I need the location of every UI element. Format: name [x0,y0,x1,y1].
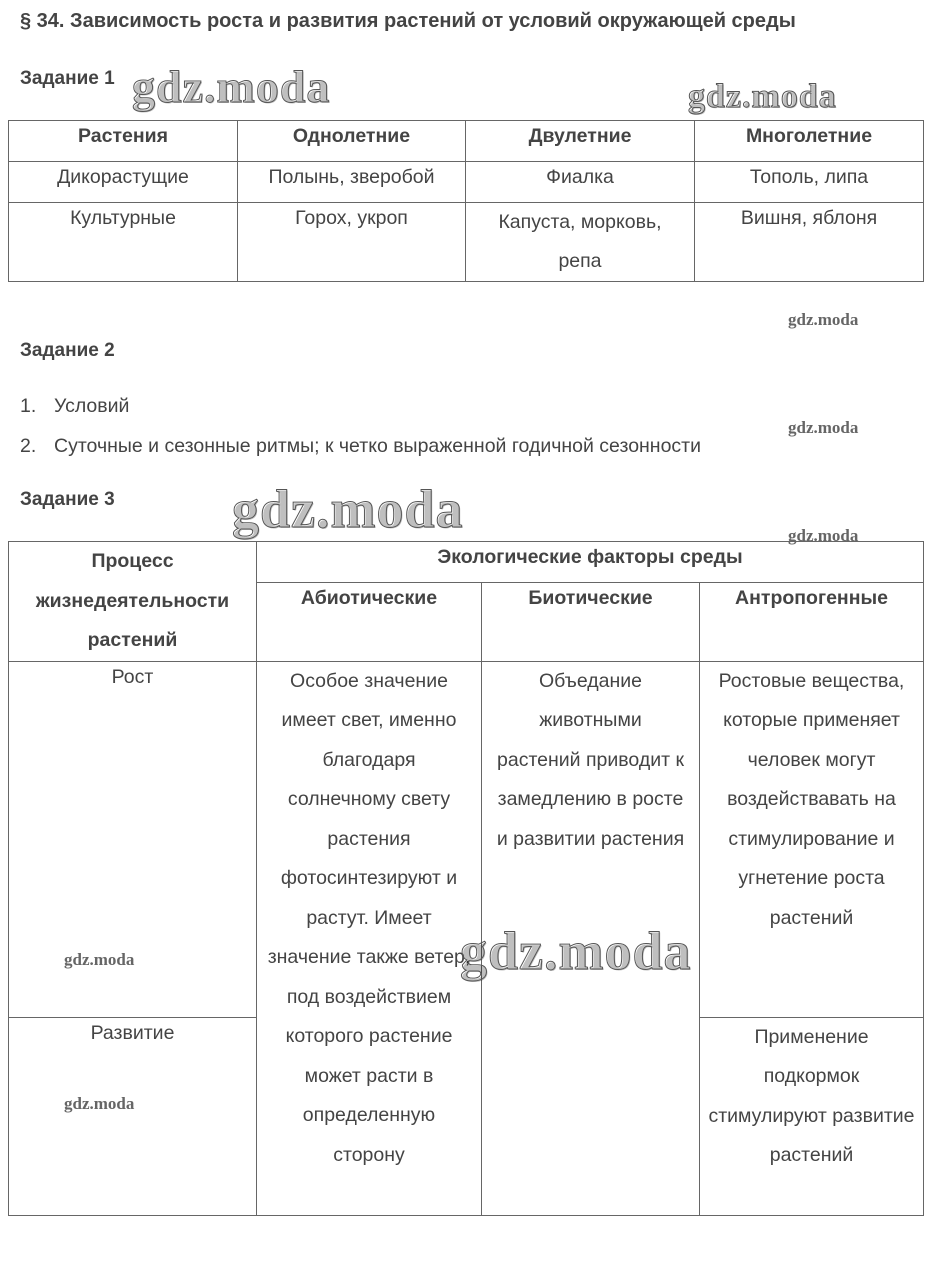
process-cell-growth: Рост [9,661,257,1017]
table-cell: Вишня, яблоня [695,203,924,282]
table-row [9,203,924,282]
watermark: gdz.moda [460,921,692,981]
table-cell: Культурные [9,203,238,282]
process-header: Процесс жизнедеятельности растений [9,542,257,662]
list-item [20,392,701,432]
table-header-row [9,121,924,162]
list-item [20,432,701,472]
table-header-row [9,542,924,583]
header-cell: Многолетние [695,121,924,162]
table-cell: Фиалка [466,162,695,203]
table-cell: Тополь, липа [695,162,924,203]
table-cell: Горох, укроп [238,203,466,282]
header-cell: Однолетние [238,121,466,162]
list-item-number: 2. [20,435,37,457]
table-cell: Полынь, зверобой [238,162,466,203]
task3-table [8,541,924,1216]
biotic-cell: Объедание животными растений приводит к замедлению в росте и развитии растения [482,661,700,1215]
factors-header: Экологические факторы среды [257,542,924,583]
task2-list [20,392,701,472]
page-title: § 34. Зависимость роста и развития растений от условий окружающей среды [20,10,796,32]
table-cell: Капуста, морковь, репа [466,203,695,282]
anthropogenic-cell-development: Применение подкормок стимулируют развитие растений [700,1017,924,1215]
task1-heading: Задание 1 [20,68,115,89]
watermark: gdz.moda [688,78,837,115]
watermark: gdz.moda [788,310,859,329]
task3-heading: Задание 3 [20,489,115,510]
task2-heading: Задание 2 [20,340,115,361]
abiotic-cell: Особое значение имеет свет, именно благодаря солнечному свету растения фотосинтезируют и растут. Имеет значение также ветер, под воздействием которого растение может расти в определенную сторону [257,661,482,1215]
header-cell: Двулетние [466,121,695,162]
task1-table [8,120,924,282]
list-item-text: Условий [54,395,130,417]
table-row [9,162,924,203]
process-cell-development: Развитие [9,1017,257,1215]
subheader-abiotic: Абиотические [257,583,482,661]
watermark: gdz.moda [64,950,135,969]
table-cell: Дикорастущие [9,162,238,203]
table-row-growth [9,661,924,1017]
list-item-number: 1. [20,395,37,417]
watermark: gdz.moda [232,479,464,539]
watermark: gdz.moda [64,1094,135,1113]
subheader-anthropogenic: Антропогенные [700,583,924,661]
header-cell: Растения [9,121,238,162]
list-item-text: Суточные и сезонные ритмы; к четко выраженной годичной сезонности [54,435,701,457]
subheader-biotic: Биотические [482,583,700,661]
watermark: gdz.moda [788,418,859,437]
watermark: gdz.moda [132,61,331,112]
watermark: gdz.moda [788,526,859,545]
anthropogenic-cell-growth: Ростовые вещества, которые применяет человек могут воздействавать на стимулирование и угнетение роста растений [700,661,924,1017]
